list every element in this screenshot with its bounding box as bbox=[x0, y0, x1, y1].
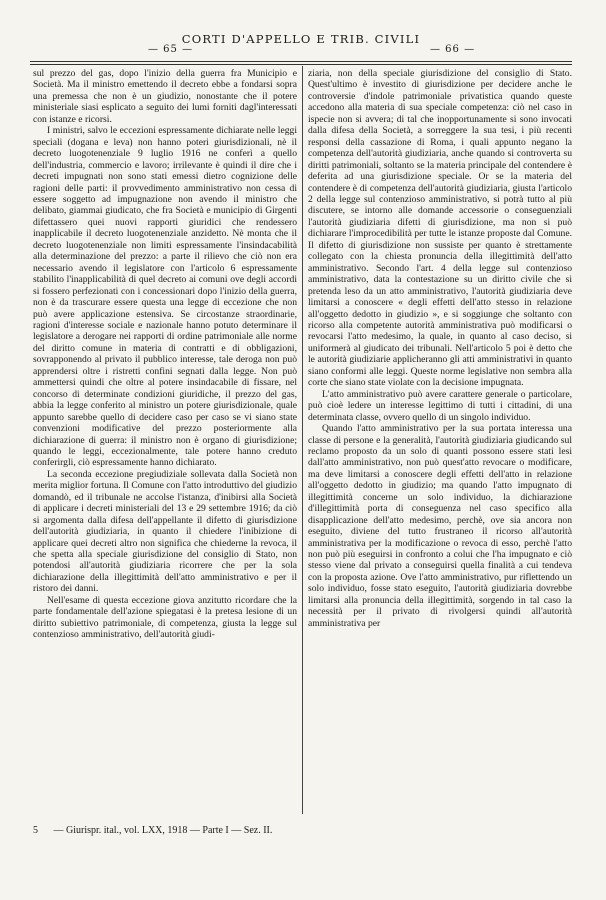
running-title: CORTI D'APPELLO E TRIB. CIVILI bbox=[181, 32, 421, 46]
signature-number: 5 bbox=[33, 825, 38, 836]
paragraph: ziaria, non della speciale giurisdizione del consiglio di Stato. Quest'ultimo è investito di giurisdizione per decidere anche le controversie d'indole patrimoniale privatistica quando queste accedono alla materia di sua speciale competenza: ciò nel caso in ispecie non si avvera; di tal che inopportunamente si sono invocati dalla difesa della Società, a sorreggere la sua tesi, i più recenti responsi della cassazione di Roma, i quali appunto negano la competenza dell'autorità giudiziaria, anche quando si controverta su diritti patrimoniali, soltanto se la materia principale del contendere è deferita ad una giurisdizione speciale. Or se la materia del contendere è di competenza dell'autorità giudiziaria, giusta l'articolo 2 della legge sul contenzioso amministrativo, si potrà tutto al più discutere, se intorno alle domande accessorie o conseguenziali l'autorità giudiziaria difetti di giurisdizione, ma non si può dichiarare l'improcedibilità per tutte le istanze proposte dal Comune. Il difetto di giurisdizione non sussiste per quanto è strettamente collegato con la chiesta pronuncia della illegittimità dell'atto amministrativo. Secondo l'art. 4 della legge sul contenzioso amministrativo, data la contestazione su un diritto civile che si pretenda leso da un atto amministrativo, l'autorità giudiziaria deve limitarsi a conoscere « degli effetti dell'atto stesso in relazione all'oggetto dedotto in giudizio », e si soggiunge che soltanto con ricorso alla competente autorità amministrativa può modificarsi o revocarsi l'atto medesimo, la quale, in quanto al caso deciso, si uniformerà al giudicato dei tribunali. Nell'articolo 5 poi è detto che le autorità giudiziarie applicheranno gli atti amministrativi in quanto siano conformi alle leggi. Queste norme legislative non sembra alla corte che siano state violate con la decisione impugnata. bbox=[308, 68, 572, 389]
paragraph: L'atto amministrativo può avere carattere generale o particolare, può cioè ledere un interesse legittimo di tutti i cittadini, di una determinata classe, ovvero quello di un singolo individuo. bbox=[308, 388, 572, 423]
paragraph: Quando l'atto amministrativo per la sua portata interessa una classe di persone e la generalità, l'autorità giudiziaria giudicando sul reclamo proposto da un solo di quanti possono essere stati lesi dall'atto amministrativo, non può quest'atto revocare o modificare, ma deve limitarsi a conoscere degli effetti dell'atto in relazione all'oggetto dedotto in giudizio; ma quando l'atto impugnato di illegittimità concerne un solo individuo, la dichiarazione d'illegittimità porta di conseguenza nel caso specifico alla disapplicazione dell'atto medesimo, perchè, ove sia ancora non eseguito, diviene del tutto frustraneo il ricorso all'autorità amministrativa per la modificazione o revoca di esso, perchè l'atto non può più eseguirsi in confronto a colui che l'ha impugnato e ciò stesso viene dal privato a conseguirsi quella finalità a cui tendeva con la proposta azione. Ove l'atto amministrativo, pur riflettendo un solo individuo, fosse stato eseguito, l'autorità giudiziaria dovrebbe limitarsi alla pronuncia della illegittimità, sorgendo in tal caso la necessità per il privato di rivolgersi quindi all'autorità amministrativa per bbox=[308, 423, 572, 629]
citation: — Giurispr. ital., vol. LXX, 1918 — Parte I — Sez. II. bbox=[53, 825, 273, 836]
page-number-left: — 65 — bbox=[148, 44, 194, 55]
paragraph: Nell'esame di questa eccezione giova anzitutto ricordare che la parte fondamentale dell'azione spiegatasi è la pretesa lesione di un diritto subiettivo patrimoniale, di competenza, giusta la legge sul contenzioso amministrativo, dell'autorità giudi- bbox=[33, 594, 297, 641]
paragraph: I ministri, salvo le eccezioni espressamente dichiarate nelle leggi speciali (dogana e leva) non hanno poteri giurisdizionali, nè il decreto luogotenenziale 9 luglio 1916 ne conferì a quello dell'industria, commercio e lavoro; irrilevante è quindi il dire che i decreti impugnati non sono stati emessi dietro cognizione delle ragioni delle parti: il provvedimento amministrativo non cessa di essere soggetto ad impugnazione non avendo il ministro che delibato, giammai giudicato, che fra Società e municipio di Girgenti difettassero quei nuovi rapporti giuridici che rendessero inapplicabile il decreto luogotenenziale anzidetto. Nè monta che il decreto luogotenenziale non limiti espressamente l'insindacabilità alla determinazione del prezzo: a parte il rilievo che ciò non era necessario avendo il legislatore con l'articolo 6 espressamente stabilito l'inapplicabilità di quel decreto ai comuni ove degli accordi si fossero perfezionati con i concessionari dopo l'inizio della guerra, non è da trascurare essere questa una legge di eccezione che non può avere applicazione estensiva. Se circostanze straordinarie, ragioni d'interesse sociale e nazionale hanno potuto determinare il legislatore a derogare nei rapporti di ordine patrimoniale alle norme del diritto comune in materia di contratti e di obbligazioni, sovrapponendo al privato il pubblico interesse, tale deroga non può apprendersi oltre i ristretti confini segnati dalla legge. Non può ammettersi quindi che oltre al potere insindacabile di fissare, nel concorso di determinate condizioni giuridiche, il prezzo del gas, abbia la legge conferito al ministro un potere giurisdizionale, quale appunto sarebbe quello di decidere caso per caso se vi siano state convenzioni modificative del prezzo posteriormente alla dichiarazione di guerra: il ministro non è organo di giurisdizione; quando le leggi, eccezionalmente, tale potere hanno creduto conferirgli, ciò espressamente hanno dichiarato. bbox=[33, 125, 297, 469]
right-column bbox=[308, 68, 572, 813]
paragraph: sul prezzo del gas, dopo l'inizio della guerra fra Municipio e Società. Ma il ministro emettendo il decreto ebbe a fondarsi sopra una premessa che non è un giudizio, nonostante che il potere ministeriale siasi esplicato a seguito dei lumi forniti dagl'interessati con istanze e ricorsi. bbox=[33, 68, 297, 125]
running-header bbox=[30, 30, 572, 58]
paragraph: La seconda eccezione pregiudiziale sollevata dalla Società non merita miglior fortuna. Il Comune con l'atto introduttivo del giudizio domandò, ed il tribunale ne accolse l'istanza, d'inibirsi alla Società di applicare i decreti ministeriali del 13 e 29 settembre 1916; da ciò si argomenta dalla difesa dell'appellante il difetto di giurisdizione dell'autorità giudiziaria, in quanto il chiedere l'inibizione di applicare quei decreti altro non significa che chiederne la revoca, il che spetta alla speciale giurisdizione del consiglio di Stato, non potendosi all'autorità giudiziaria ricorrere che per la sola dichiarazione della illegittimità dell'atto amministrativo e per il ristoro dei danni. bbox=[33, 468, 297, 595]
page-number-right: — 66 — bbox=[430, 44, 476, 55]
page-footer bbox=[33, 825, 573, 836]
column-divider bbox=[302, 66, 303, 814]
left-column bbox=[33, 68, 297, 813]
header-rule-top bbox=[30, 61, 572, 62]
header-rule-bottom bbox=[30, 64, 572, 65]
